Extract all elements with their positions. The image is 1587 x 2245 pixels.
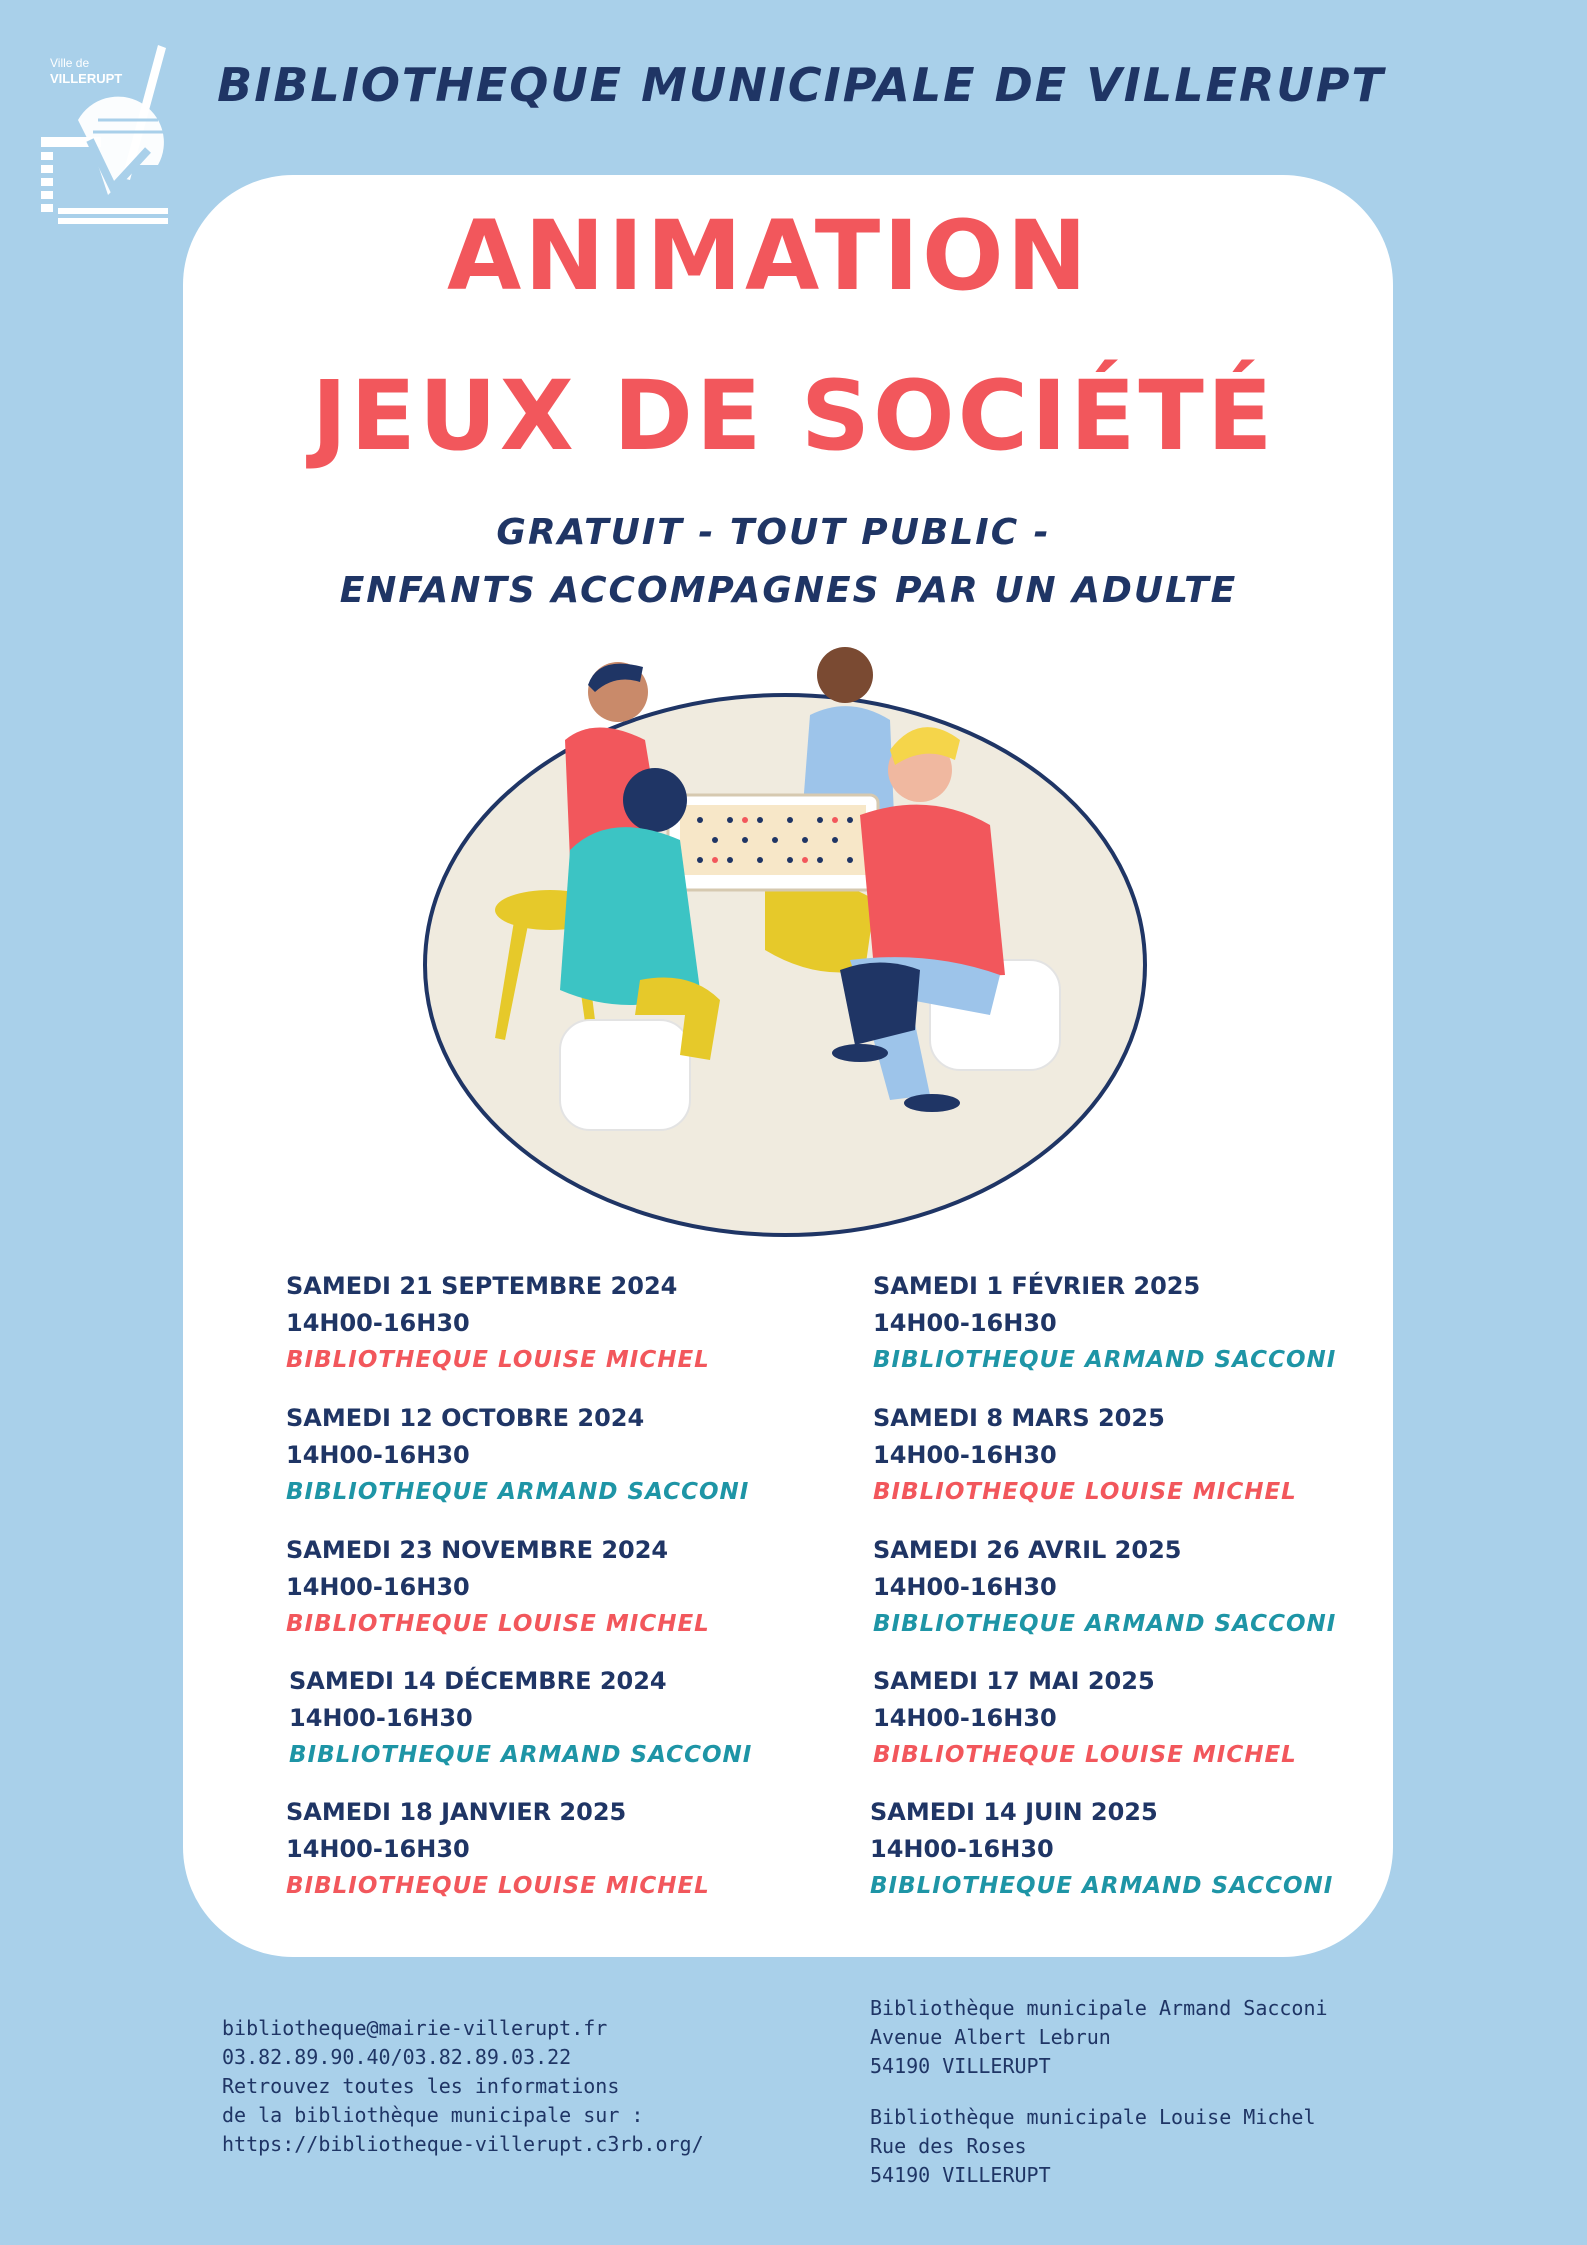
event-location: BIBLIOTHEQUE ARMAND SACCONI <box>873 1347 1337 1373</box>
event-7 <box>873 1532 1336 1643</box>
event-2 <box>286 1532 710 1643</box>
event-time: 14H00-16H30 <box>870 1835 1054 1863</box>
board-game-illustration <box>420 640 1160 1240</box>
website-link[interactable]: https://bibliotheque-villerupt.c3rb.org/ <box>222 2132 704 2156</box>
event-time: 14H00-16H30 <box>286 1309 470 1337</box>
event-date: SAMEDI 26 AVRIL 2025 <box>873 1536 1182 1564</box>
logo-city-name: VILLERUPT <box>50 71 123 86</box>
event-time: 14H00-16H30 <box>286 1835 470 1863</box>
event-6 <box>873 1400 1297 1511</box>
library-city: 54190 VILLERUPT <box>870 2163 1051 2187</box>
library-name: Bibliothèque municipale Louise Michel <box>870 2105 1316 2129</box>
event-0 <box>286 1268 710 1379</box>
contact-email[interactable]: bibliotheque@mairie-villerupt.fr <box>222 2016 608 2040</box>
event-date: SAMEDI 14 JUIN 2025 <box>870 1798 1158 1826</box>
event-date: SAMEDI 17 MAI 2025 <box>873 1667 1155 1695</box>
event-time: 14H00-16H30 <box>289 1704 473 1732</box>
event-3 <box>289 1663 752 1774</box>
event-location: BIBLIOTHEQUE LOUISE MICHEL <box>873 1479 1297 1505</box>
event-date: SAMEDI 1 FÉVRIER 2025 <box>873 1272 1201 1300</box>
event-location: BIBLIOTHEQUE LOUISE MICHEL <box>873 1742 1297 1768</box>
title-jeux-de-societe: JEUX DE SOCIÉTÉ <box>311 360 1276 472</box>
event-location: BIBLIOTHEQUE ARMAND SACCONI <box>870 1873 1334 1899</box>
event-date: SAMEDI 21 SEPTEMBRE 2024 <box>286 1272 678 1300</box>
info-text-line1: Retrouvez toutes les informations <box>222 2074 620 2098</box>
library-city: 54190 VILLERUPT <box>870 2054 1051 2078</box>
event-date: SAMEDI 23 NOVEMBRE 2024 <box>286 1536 669 1564</box>
event-time: 14H00-16H30 <box>286 1573 470 1601</box>
event-date: SAMEDI 8 MARS 2025 <box>873 1404 1165 1432</box>
event-location: BIBLIOTHEQUE LOUISE MICHEL <box>286 1873 710 1899</box>
event-location: BIBLIOTHEQUE ARMAND SACCONI <box>873 1611 1337 1637</box>
event-location: BIBLIOTHEQUE ARMAND SACCONI <box>286 1479 750 1505</box>
subtitle-enfants: ENFANTS ACCOMPAGNES PAR UN ADULTE <box>339 570 1238 611</box>
title-animation: ANIMATION <box>447 200 1090 312</box>
header-title: BIBLIOTHEQUE MUNICIPALE DE VILLERUPT <box>217 58 1385 112</box>
library-armand-sacconi-address <box>870 1994 1328 2081</box>
event-5 <box>873 1268 1336 1379</box>
logo-city-prefix: Ville de <box>50 56 90 70</box>
event-time: 14H00-16H30 <box>873 1309 1057 1337</box>
library-street: Rue des Roses <box>870 2134 1027 2158</box>
event-time: 14H00-16H30 <box>873 1441 1057 1469</box>
event-time: 14H00-16H30 <box>286 1441 470 1469</box>
event-date: SAMEDI 14 DÉCEMBRE 2024 <box>289 1667 667 1695</box>
subtitle-gratuit: GRATUIT - TOUT PUBLIC - <box>496 512 1051 553</box>
event-9 <box>870 1794 1333 1905</box>
contact-info <box>222 2014 704 2159</box>
library-name: Bibliothèque municipale Armand Sacconi <box>870 1996 1328 2020</box>
event-date: SAMEDI 12 OCTOBRE 2024 <box>286 1404 645 1432</box>
event-time: 14H00-16H30 <box>873 1704 1057 1732</box>
event-4 <box>286 1794 710 1905</box>
event-location: BIBLIOTHEQUE LOUISE MICHEL <box>286 1347 710 1373</box>
contact-phones: 03.82.89.90.40/03.82.89.03.22 <box>222 2045 572 2069</box>
event-location: BIBLIOTHEQUE ARMAND SACCONI <box>289 1742 753 1768</box>
event-location: BIBLIOTHEQUE LOUISE MICHEL <box>286 1611 710 1637</box>
library-street: Avenue Albert Lebrun <box>870 2025 1111 2049</box>
info-text-line2: de la bibliothèque municipale sur : <box>222 2103 644 2127</box>
event-8 <box>873 1663 1297 1774</box>
event-1 <box>286 1400 749 1511</box>
event-time: 14H00-16H30 <box>873 1573 1057 1601</box>
event-date: SAMEDI 18 JANVIER 2025 <box>286 1798 627 1826</box>
library-louise-michel-address <box>870 2103 1316 2190</box>
